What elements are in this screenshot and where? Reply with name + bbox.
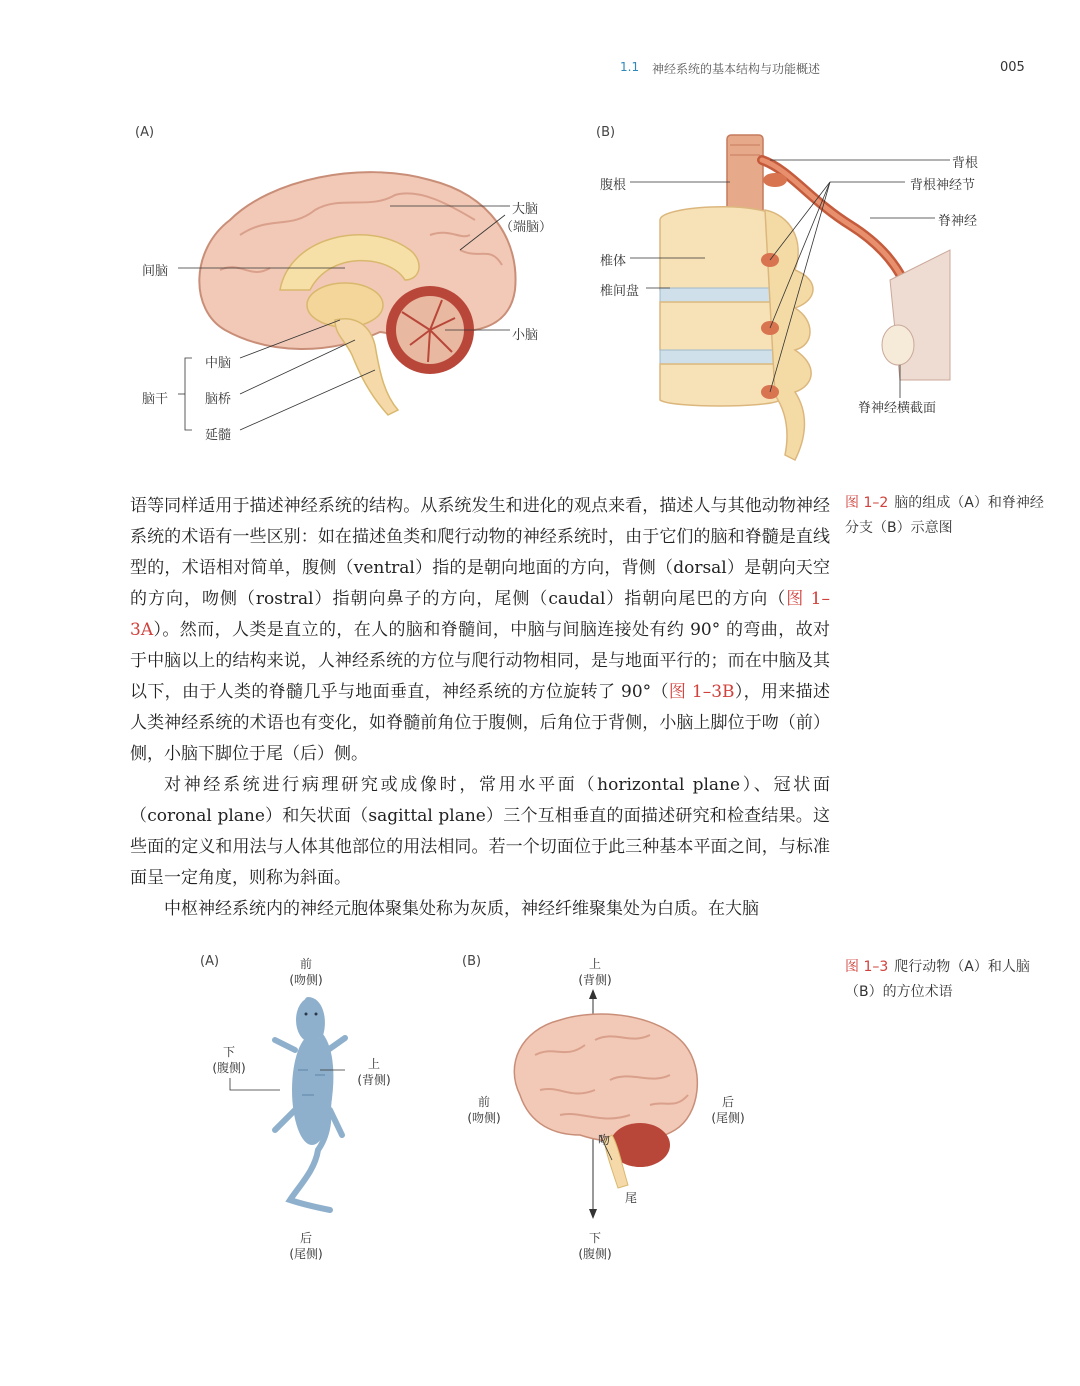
- figure-ref-1-3a[interactable]: 图 1–3A: [130, 589, 830, 640]
- label-dorsal-root: 背根: [952, 156, 979, 171]
- label-telencephalon: （端脑）: [500, 220, 553, 235]
- gecko-down: 下 (腹侧): [212, 1045, 246, 1075]
- figure-ref-1-3b[interactable]: 图 1–3B: [668, 682, 735, 702]
- caption-text: 脑的组成（A）和脊神经分支（B）示意图: [845, 495, 1044, 536]
- fig3-panel-b-label: (B): [462, 954, 482, 969]
- label-spinal-nerve: 脊神经: [938, 214, 978, 229]
- paragraph-2: 对神经系统进行病理研究或成像时，常用水平面（horizontal plane）、冠状面（coronal plane）和矢状面（sagittal plane）三个互相垂直的面描述研究和检查结果。这些面的定义和用法与人体其他部位的用法相同。若一个切面位于此三种基本平面之间，与标准面呈一定角度，则称为斜面。: [130, 775, 830, 888]
- brain-rostral: 吻: [598, 1133, 611, 1147]
- label-cerebellum: 小脑: [512, 328, 539, 343]
- body-text: [130, 491, 830, 925]
- label-brainstem: 脑干: [142, 392, 169, 407]
- label-cerebrum: 大脑: [512, 202, 539, 217]
- fig2-panel-b-label: (B): [596, 125, 616, 140]
- running-title: 神经系统的基本结构与功能概述: [652, 62, 821, 76]
- label-midbrain: 中脑: [205, 356, 232, 371]
- caption-text: 爬行动物（A）和人脑（B）的方位术语: [845, 959, 1030, 1000]
- label-nerve-cross-section: 脊神经横截面: [858, 401, 937, 416]
- fig2-panel-a-label: (A): [135, 125, 155, 140]
- gecko-up: 上 (背侧): [357, 1057, 391, 1087]
- label-diencephalon: 间脑: [142, 264, 169, 279]
- gecko-front: 前 (吻侧): [289, 957, 323, 987]
- label-intervertebral-disc: 椎间盘: [600, 284, 640, 299]
- caption-figure-1-3: [845, 955, 1045, 1005]
- paragraph-3: 中枢神经系统内的神经元胞体聚集处称为灰质，神经纤维聚集处为白质。在大脑: [164, 899, 759, 919]
- label-pons: 脑桥: [205, 392, 232, 407]
- label-ventral-root: 腹根: [600, 178, 627, 193]
- gecko-back: 后 (尾侧): [289, 1231, 323, 1261]
- caption-number: 图 1–3: [845, 959, 889, 975]
- gecko-illustration: [220, 990, 360, 1220]
- brain-caudal: 尾: [625, 1191, 638, 1205]
- label-dorsal-root-ganglion: 背根神经节: [910, 178, 976, 193]
- human-brain-orientation-illustration: [500, 985, 720, 1225]
- brain-back: 后 (尾侧): [711, 1095, 745, 1125]
- caption-number: 图 1–2: [845, 495, 889, 511]
- paragraph-1: 语等同样适用于描述神经系统的结构。从系统发生和进化的观点来看，描述人与其他动物神经系统的术语有一些区别：如在描述鱼类和爬行动物的神经系统时，由于它们的脑和脊髓是直线型的，术语相对简单，腹侧（ventral）指的是朝向地面的方向，背侧（dorsal）是朝向天空的方向，吻侧（rostral）指朝向鼻子的方向，尾侧（caudal）指朝向尾巴的方向（图 1–3A）。然而，人类是直立的，在人的脑和脊髓间，中脑与间脑连接处有约 90° 的弯曲，故对于中脑以上的结构来说，人神经系统的方位与爬行动物相同，是与地面平行的；而在中脑及其以下，由于人类的脊髓几乎与地面垂直，神经系统的方位旋转了 90°（图 1–3B），用来描述人类神经系统的术语也有变化，如脊髓前角位于腹侧，后角位于背侧，小脑上脚位于吻（前）侧，小脑下脚位于尾（后）侧。: [130, 496, 831, 764]
- label-medulla: 延髓: [205, 428, 232, 443]
- brain-front: 前 (吻侧): [467, 1095, 501, 1125]
- label-vertebral-body: 椎体: [600, 254, 627, 269]
- brain-down: 下 (腹侧): [578, 1231, 612, 1261]
- brain-up: 上 (背侧): [578, 957, 612, 987]
- caption-figure-1-2: [845, 491, 1045, 541]
- sagittal-brain-illustration: [130, 140, 570, 460]
- fig3-panel-a-label: (A): [200, 954, 220, 969]
- page-number: 005: [1000, 60, 1025, 75]
- section-number: 1.1: [620, 60, 640, 74]
